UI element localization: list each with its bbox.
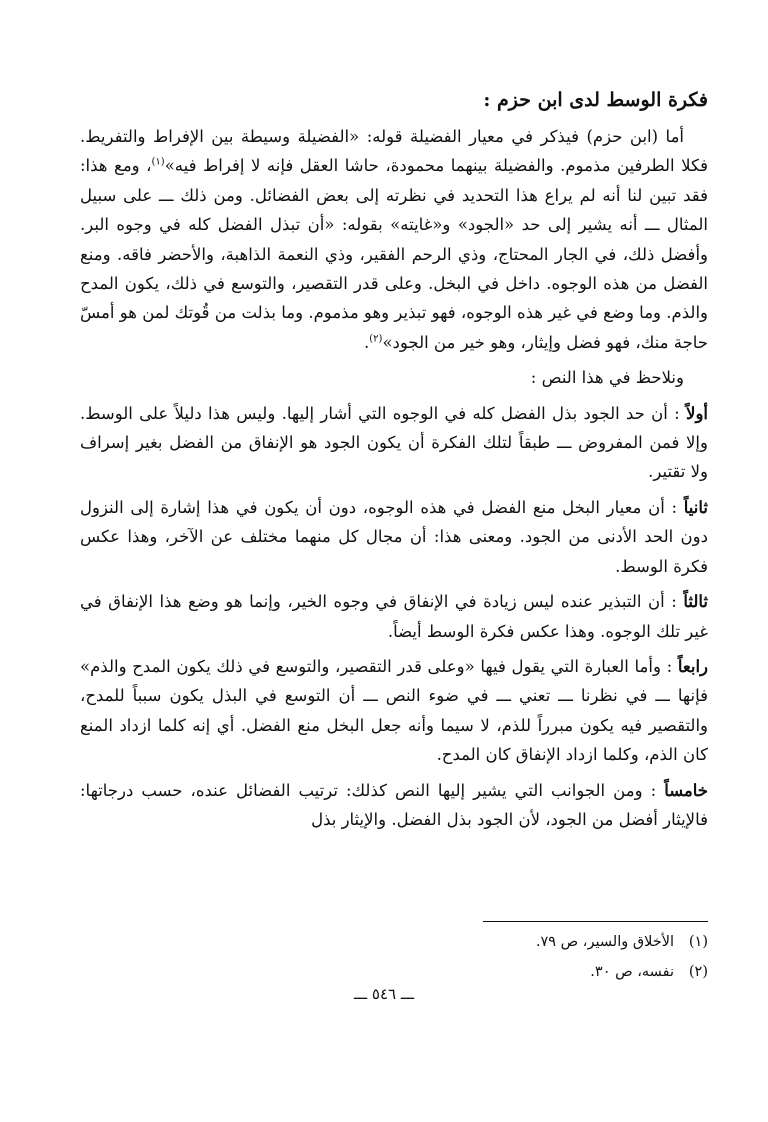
paragraph-6 <box>80 652 708 770</box>
paragraph-4-lead: ثانياً <box>683 497 708 517</box>
body-text <box>80 122 708 834</box>
paragraph-3-lead: أولاً <box>686 403 708 423</box>
paragraph-1-text-b: ، ومع هذا: فقد تبين لنا أنه لم يراع هذا التحديد في نظرته إلى بعض الفضائل. ومن ذلك ـــ على سبيل المثال ـــ أنه يشير إلى حد «الجود» و«غايته» بقوله: «أن تبذل الفضل كله في وجوه البر. وأفضل ذلك، في الجار المحتاج، وذي الرحم الفقير، وذي النعمة الذاهبة، والأحضر فاقه. ومنع الفضل من هذه الوجوه. داخل في البخل. وعلى قدر التقصير، والتوسع في ذلك، يكون المدح والذم. وما وضع في غير هذه الوجوه، فهو تبذير وهو مذموم. وما بذلت من قُوتك لمن هو أمسّ حاجة منك، فهو فضل وإيثار، وهو خير من الجود» <box>80 156 708 352</box>
paragraph-4 <box>80 493 708 581</box>
paragraph-7-text: : ومن الجوانب التي يشير إليها النص كذلك: ترتيب الفضائل عنده، حسب درجاتها: فالإيثار أفضل من الجود، لأن الجود بذل الفضل. والإيثار بذل <box>80 780 708 829</box>
paragraph-5-lead: ثالثاً <box>683 592 708 612</box>
paragraph-5-text: : أن التبذير عنده ليس زيادة في الإنفاق في وجوه الخير، وإنما هو وضع هذا الإنفاق في غير تلك الوجوه. وهذا عكس فكرة الوسط أيضاً. <box>80 592 708 641</box>
section-heading: فكرة الوسط لدى ابن حزم : <box>483 89 708 111</box>
footnote-text: الأخلاق والسير، ص ٧٩. <box>535 934 674 950</box>
footnote-text: نفسه، ص ٣٠. <box>590 964 674 980</box>
footnote-ref-2: (٢) <box>369 333 383 345</box>
paragraph-1-text-a: أما (ابن حزم) فيذكر في معيار الفضيلة قوله: «الفضيلة وسيطة بين الإفراط والتفريط. فكلا الطرفين مذموم. والفضيلة بينهما محمودة، حاشا العقل فإنه لا إفراط فيه» <box>80 127 708 176</box>
paragraph-4-text: : أن معيار البخل منع الفضل في هذه الوجوه، دون أن يكون في هذا إشارة إلى النزول دون الحد الأدنى من الجود. ومعنى هذا: أن مجال كل منهما مختلف عن الآخر، وهذا عكس فكرة الوسط. <box>80 497 708 576</box>
paragraph-6-text: : وأما العبارة التي يقول فيها «وعلى قدر التقصير، والتوسع في ذلك يكون المدح والذم» فإنها ـــ في نظرنا ـــ تعني ـــ في ضوء النص ـــ أن التوسع في البذل يكون سبباً للمدح، والتقصير فيه يكون مبرراً للذم، لا سيما وأنه جعل البخل منع الفضل. أي إنه كلما ازداد المنع كان الذم، وكلما ازداد الإنفاق كان المدح. <box>80 656 708 765</box>
paragraph-7 <box>80 776 708 835</box>
paragraph-1 <box>80 122 708 357</box>
footnotes <box>80 927 708 987</box>
paragraph-1-end: . <box>364 332 370 352</box>
paragraph-2: ونلاحظ في هذا النص : <box>530 368 684 388</box>
paragraph-3-text: : أن حد الجود بذل الفضل كله في الوجوه التي أشار إليها. وليس هذا دليلاً على الوسط. وإلا فمن المفروض ـــ طبقاً لتلك الفكرة أن يكون الجود هو الإنفاق من الفضل بغير إسراف ولا تقتير. <box>80 403 708 482</box>
page-number: ـــ ٥٤٦ ـــ <box>353 985 415 1003</box>
footnote-ref-1: (١) <box>151 156 165 168</box>
paragraph-7-lead: خامساً <box>664 780 708 800</box>
paragraph-5 <box>80 587 708 646</box>
footnote-2 <box>80 957 708 987</box>
paragraph-6-lead: رابعاً <box>677 656 708 676</box>
paragraph-3 <box>80 399 708 487</box>
footnote-1 <box>80 927 708 957</box>
footnote-divider <box>483 921 708 922</box>
footnote-number: (٢) <box>688 964 708 980</box>
footnote-number: (١) <box>688 934 708 950</box>
